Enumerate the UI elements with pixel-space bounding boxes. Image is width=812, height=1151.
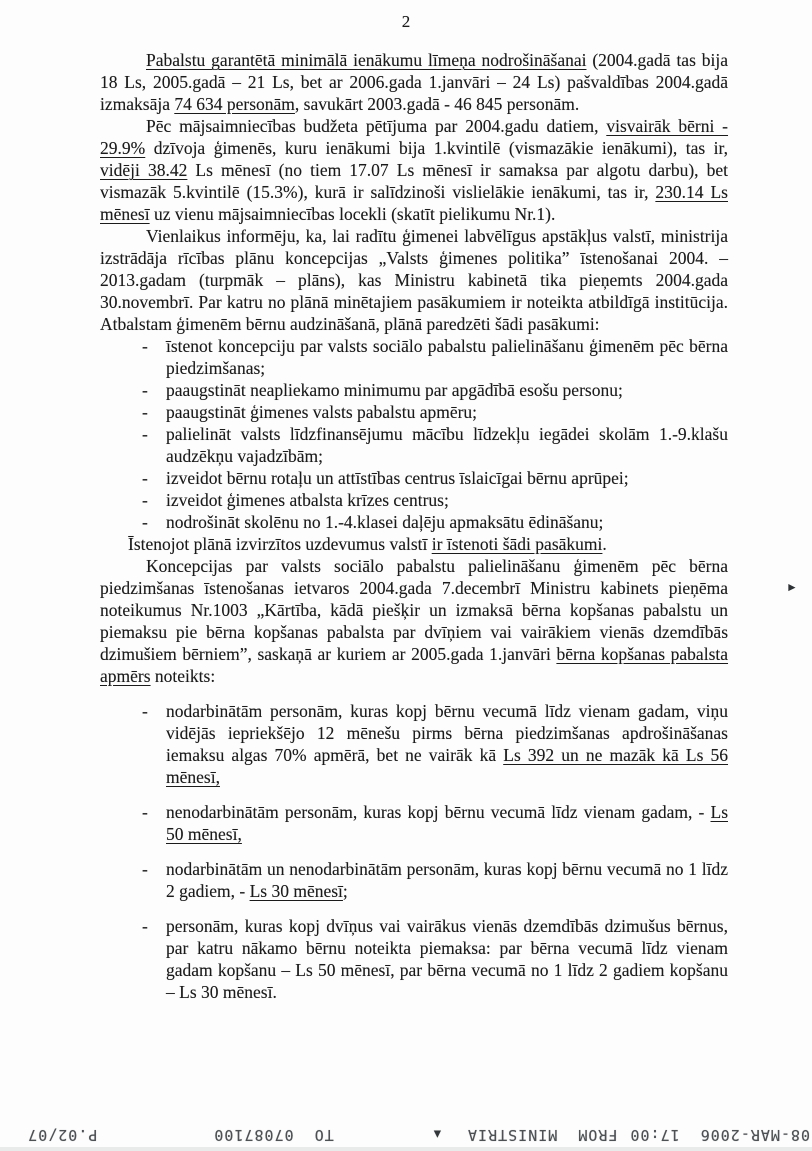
bullet-text bbox=[166, 335, 728, 379]
underlined-text: 230.14 Ls mēnesī bbox=[100, 182, 728, 224]
text-run: paaugstināt ģimenes valsts pabalstu apmēru; bbox=[166, 402, 478, 422]
bullet-dash: - bbox=[142, 490, 148, 510]
underlined-text: Ls 30 mēnesī bbox=[249, 881, 343, 901]
fax-datetime: 08-MAR-2006 17:00 bbox=[629, 1126, 810, 1145]
underlined-text: bērna kopšanas pabalsta apmērs bbox=[100, 644, 729, 686]
text-run: Īstenojot plānā izvirzītos uzdevumus valstī bbox=[128, 534, 432, 554]
bullet-dash: - bbox=[142, 512, 148, 532]
scan-edge-shadow bbox=[0, 1147, 812, 1151]
text-run: (2004.gadā tas bija 18 Ls, 2005.gadā – 21 Ls, bet ar 2006.gada 1.janvāri – 24 Ls) pašvaldības 2004.gadā izmaksāja bbox=[100, 50, 728, 114]
bullet-dash: - bbox=[142, 380, 148, 400]
document-body bbox=[100, 49, 728, 1003]
paragraph bbox=[100, 49, 728, 115]
text-run: izveidot ģimenes atbalsta krīzes centrus; bbox=[166, 490, 449, 510]
underlined-text: ir īstenoti šādi pasākumi bbox=[431, 534, 603, 554]
bullet-dash: - bbox=[142, 701, 148, 721]
hanging-line bbox=[100, 533, 728, 555]
text-run: Ls mēnesī (no tiem 17.07 Ls mēnesī ir samaksa par algotu darbu), bet vismazāk 5.kvintilē (15.3%), kurā ir salīdzinoši vislielākie ienākumi, tas ir, bbox=[100, 160, 728, 202]
bullet-text bbox=[166, 858, 728, 902]
bullet-dash: - bbox=[142, 424, 148, 444]
text-run: paaugstināt neapliekamo minimumu par apgādībā esošu personu; bbox=[166, 380, 623, 400]
fax-page-indicator: P.02/07 bbox=[27, 1126, 98, 1145]
underlined-text: 74 634 personām bbox=[174, 94, 295, 114]
bullet-dash: - bbox=[142, 336, 148, 356]
text-run: īstenot koncepciju par valsts sociālo pabalstu palielināšanu ģimenēm pēc bērna piedzimšanas; bbox=[166, 336, 728, 378]
underlined-text: Ls 50 mēnesī, bbox=[166, 802, 728, 844]
fax-transmission-header bbox=[0, 1127, 812, 1144]
bullet-item bbox=[100, 700, 728, 788]
bullet-item bbox=[100, 511, 728, 533]
bullet-item bbox=[100, 379, 728, 401]
text-run: noteikts: bbox=[150, 666, 216, 686]
text-run: Vienlaikus informēju, ka, lai radītu ģimenei labvēlīgus apstākļus valstī, ministrija izstrādāja rīcības plānu koncepcijas „Valsts ģimenes politika” īstenošanai 2004. – 2013.gadam (turpmāk – plāns), kas Ministru kabinetā tika pieņemts 2004.gada 30.novembrī. Par katru no plānā minētajiem pasākumiem ir noteikta atbildīgā institūcija. Atbalstam ģimenēm bērnu audzināšanā, plānā paredzēti šādi pasākumi: bbox=[100, 226, 728, 334]
text-run: dzīvoja ģimenēs, kuru ienākumi bija 1.kvintilē (vismazākie ienākumi), tas ir, bbox=[145, 138, 728, 158]
bullet-dash: - bbox=[142, 402, 148, 422]
margin-arrow-artifact-icon: ► bbox=[786, 580, 798, 594]
bullet-item bbox=[100, 423, 728, 467]
text-run: palielināt valsts līdzfinansējumu mācību līdzekļu iegādei skolām 1.-9.klašu audzēkņu vajadzībām; bbox=[166, 424, 728, 466]
bullet-item bbox=[100, 801, 728, 845]
bullet-text bbox=[166, 489, 728, 511]
bullet-text bbox=[166, 401, 728, 423]
bullet-item bbox=[100, 858, 728, 902]
bullet-item bbox=[100, 489, 728, 511]
text-run: nodarbinātām un nenodarbinātām personām, kuras kopj bērnu vecumā no 1 līdz 2 gadiem, - bbox=[166, 859, 728, 901]
bullet-dash: - bbox=[142, 916, 148, 936]
paragraph bbox=[100, 115, 728, 225]
bullet-text bbox=[166, 423, 728, 467]
bullet-text bbox=[166, 915, 728, 1003]
text-run: nodrošināt skolēnu no 1.-4.klasei daļēju apmaksātu ēdināšanu; bbox=[166, 512, 604, 532]
underlined-text: Pabalstu garantētā minimālā ienākumu līmeņa nodrošināšanai bbox=[146, 50, 587, 70]
bullet-item bbox=[100, 401, 728, 423]
text-run: nodarbinātām personām, kuras kopj bērnu vecumā līdz vienam gadam, viņu vidējās iepriekšējo 12 mēnešu pirms bērna piedzimšanas apdrošināšanas iemaksu algas 70% apmērā, bet ne vairāk kā bbox=[166, 701, 728, 765]
bullet-text bbox=[166, 700, 728, 788]
text-run: uz vienu mājsaimniecības locekli (skatīt pielikumu Nr.1). bbox=[149, 204, 556, 224]
text-run: izveidot bērnu rotaļu un attīstības centrus īslaicīgai bērnu aprūpei; bbox=[166, 468, 629, 488]
text-run: Koncepcijas par valsts sociālo pabalstu palielināšanu ģimenēm pēc bērna piedzimšanas īstenošanas ietvaros 2004.gada 7.decembrī Ministru kabinets pieņēma noteikumus Nr.1003 „Kārtība, kādā piešķir un izmaksā bērna kopšanas pabalstu un piemaksu pie bērna kopšanas pabalsta par dvīņiem vai vairākiem vienās dzemdībās dzimušiem bērniem”, saskaņā ar kuriem ar 2005.gada 1.janvāri bbox=[100, 556, 728, 664]
bullet-dash: - bbox=[142, 468, 148, 488]
underlined-text: vidēji 38.42 bbox=[100, 160, 188, 180]
text-run: personām, kuras kopj dvīņus vai vairākus vienās dzemdībās dzimušus bērnus, par katru nākamo bērnu noteikta piemaksa: par bērna vecumā līdz vienam gadam kopšanu – Ls 50 mēnesī, par bērna vecumā no 1 līdz 2 gadiem kopšanu – Ls 30 mēnesī. bbox=[166, 916, 728, 1002]
bullet-item bbox=[100, 467, 728, 489]
text-run: Pēc mājsaimniecības budžeta pētījuma par 2004.gadu datiem, bbox=[146, 116, 607, 136]
bullet-item bbox=[100, 335, 728, 379]
paragraph bbox=[100, 555, 728, 687]
bullet-dash: - bbox=[142, 859, 148, 879]
fax-sender: FROM MINISTRIA bbox=[466, 1126, 618, 1145]
paragraph bbox=[100, 225, 728, 335]
bullet-text bbox=[166, 467, 728, 489]
bullet-item bbox=[100, 915, 728, 1003]
bullet-text bbox=[166, 379, 728, 401]
underlined-text: Ls 392 un ne mazāk kā Ls 56 mēnesī, bbox=[166, 745, 729, 787]
bullet-text bbox=[166, 801, 728, 845]
text-run: nenodarbinātām personām, kuras kopj bērnu vecumā līdz vienam gadam, - bbox=[166, 802, 711, 822]
bullet-text bbox=[166, 511, 728, 533]
underlined-text: visvairāk bērni - 29.9% bbox=[100, 116, 729, 158]
fax-recipient-number: TO 07087100 bbox=[213, 1126, 334, 1145]
fax-arrow-icon: ▲ bbox=[433, 1128, 441, 1143]
bullet-dash: - bbox=[142, 802, 148, 822]
text-run: . bbox=[602, 534, 607, 554]
page-number: 2 bbox=[401, 12, 411, 31]
text-run: , savukārt 2003.gadā - 46 845 personām. bbox=[294, 94, 580, 114]
text-run: ; bbox=[342, 881, 348, 901]
